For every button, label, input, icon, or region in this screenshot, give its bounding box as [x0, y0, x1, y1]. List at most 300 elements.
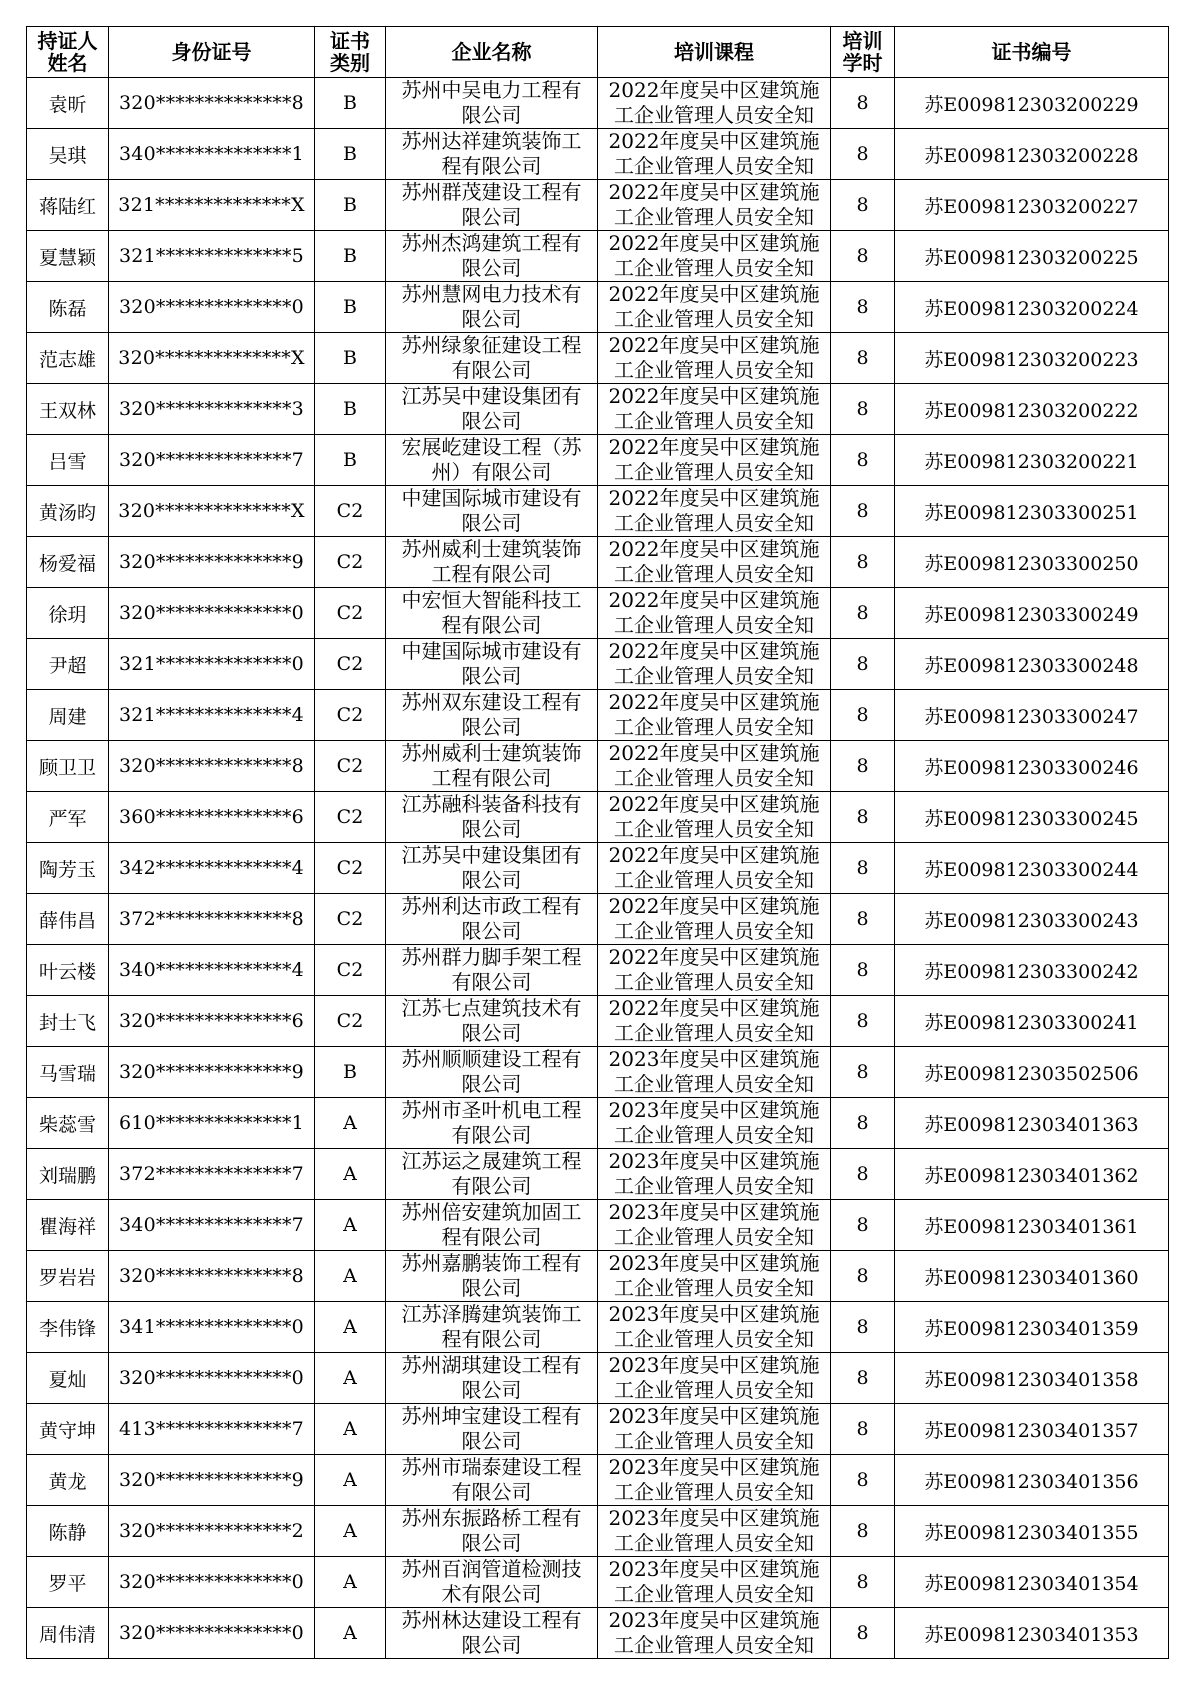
header-holder-name: [27, 27, 109, 78]
table-row: [27, 639, 1169, 690]
company-name-cell-text: 苏州绿象征建设工程有限公司: [401, 333, 582, 382]
table-row: [27, 1200, 1169, 1251]
training-hours-cell: 8: [831, 78, 895, 129]
company-name-cell-text: 江苏七点建筑技术有限公司: [401, 996, 582, 1045]
training-course-cell-text: 2022年度吴中区建筑施工企业管理人员安全知: [608, 945, 820, 994]
company-name-cell-text: 苏州湖琪建设工程有限公司: [401, 1353, 582, 1402]
training-course-cell: [598, 537, 831, 588]
id-number-cell: 372**************7: [109, 1149, 315, 1200]
company-name-cell-text: 江苏运之晟建筑工程有限公司: [401, 1149, 582, 1198]
company-name-cell: [386, 741, 598, 792]
training-hours-cell: 8: [831, 282, 895, 333]
company-name-cell: [386, 1455, 598, 1506]
company-name-cell-text: 苏州市瑞泰建设工程有限公司: [401, 1455, 582, 1504]
cert-number-cell: 苏E009812303300243: [895, 894, 1169, 945]
certificate-table: [26, 26, 1169, 1659]
training-course-cell-text: 2023年度吴中区建筑施工企业管理人员安全知: [608, 1302, 820, 1351]
id-number-cell: 320**************6: [109, 996, 315, 1047]
table-row: [27, 1047, 1169, 1098]
cert-number-cell: 苏E009812303200228: [895, 129, 1169, 180]
training-course-cell-text: 2022年度吴中区建筑施工企业管理人员安全知: [608, 486, 820, 535]
training-course-cell-text: 2022年度吴中区建筑施工企业管理人员安全知: [608, 282, 820, 331]
id-number-cell: 340**************4: [109, 945, 315, 996]
training-course-cell-text: 2022年度吴中区建筑施工企业管理人员安全知: [608, 333, 820, 382]
training-hours-cell: 8: [831, 1251, 895, 1302]
training-course-cell-text: 2022年度吴中区建筑施工企业管理人员安全知: [608, 996, 820, 1045]
training-course-cell-text: 2022年度吴中区建筑施工企业管理人员安全知: [608, 741, 820, 790]
company-name-cell-text: 苏州双东建设工程有限公司: [401, 690, 582, 739]
training-hours-cell: 8: [831, 486, 895, 537]
training-hours-cell: 8: [831, 588, 895, 639]
table-row: [27, 690, 1169, 741]
id-number-cell: 321**************5: [109, 231, 315, 282]
header-row: [27, 27, 1169, 78]
training-course-cell-text: 2023年度吴中区建筑施工企业管理人员安全知: [608, 1251, 820, 1300]
training-hours-cell: 8: [831, 435, 895, 486]
table-row: [27, 1404, 1169, 1455]
training-course-cell-text: 2023年度吴中区建筑施工企业管理人员安全知: [608, 1455, 820, 1504]
table-row: [27, 1455, 1169, 1506]
id-number-cell: 320**************8: [109, 78, 315, 129]
training-course-cell: [598, 894, 831, 945]
company-name-cell-text: 苏州倍安建筑加固工程有限公司: [401, 1200, 582, 1249]
training-hours-cell: 8: [831, 231, 895, 282]
training-course-cell-text: 2023年度吴中区建筑施工企业管理人员安全知: [608, 1404, 820, 1453]
training-course-cell: [598, 792, 831, 843]
table-row: [27, 282, 1169, 333]
training-hours-cell: 8: [831, 1098, 895, 1149]
id-number-cell: 321**************4: [109, 690, 315, 741]
holder-name-cell: 封士飞: [27, 996, 109, 1047]
training-course-cell-text: 2023年度吴中区建筑施工企业管理人员安全知: [608, 1608, 820, 1657]
holder-name-cell: 袁昕: [27, 78, 109, 129]
company-name-cell-text: 苏州嘉鹏装饰工程有限公司: [401, 1251, 582, 1300]
cert-category-cell: C2: [315, 639, 386, 690]
cert-category-cell: A: [315, 1404, 386, 1455]
holder-name-cell: 马雪瑞: [27, 1047, 109, 1098]
cert-number-cell: 苏E009812303401361: [895, 1200, 1169, 1251]
cert-category-cell: B: [315, 282, 386, 333]
company-name-cell-text: 苏州群力脚手架工程有限公司: [401, 945, 582, 994]
company-name-cell-text: 苏州利达市政工程有限公司: [401, 894, 582, 943]
training-course-cell-text: 2022年度吴中区建筑施工企业管理人员安全知: [608, 588, 820, 637]
company-name-cell: [386, 1353, 598, 1404]
table-row: [27, 1608, 1169, 1659]
company-name-cell-text: 苏州威利士建筑装饰工程有限公司: [401, 741, 582, 790]
company-name-cell: [386, 282, 598, 333]
holder-name-cell: 柴蕊雪: [27, 1098, 109, 1149]
training-course-cell: [598, 486, 831, 537]
table-row: [27, 1302, 1169, 1353]
id-number-cell: 372**************8: [109, 894, 315, 945]
cert-category-cell: A: [315, 1353, 386, 1404]
holder-name-cell: 薛伟昌: [27, 894, 109, 945]
cert-category-cell: C2: [315, 894, 386, 945]
cert-number-cell: 苏E009812303401358: [895, 1353, 1169, 1404]
company-name-cell: [386, 1098, 598, 1149]
training-course-cell: [598, 1047, 831, 1098]
id-number-cell: 340**************1: [109, 129, 315, 180]
training-course-cell: [598, 690, 831, 741]
holder-name-cell: 夏灿: [27, 1353, 109, 1404]
cert-number-cell: 苏E009812303300249: [895, 588, 1169, 639]
cert-category-cell: C2: [315, 996, 386, 1047]
training-hours-cell: 8: [831, 333, 895, 384]
header-training-hours-line1: 培训: [842, 29, 883, 53]
holder-name-cell: 蒋陆红: [27, 180, 109, 231]
cert-number-cell: 苏E009812303300250: [895, 537, 1169, 588]
cert-number-cell: 苏E009812303200227: [895, 180, 1169, 231]
cert-number-cell: 苏E009812303200225: [895, 231, 1169, 282]
header-id-number: 身份证号: [109, 27, 315, 78]
cert-number-cell: 苏E009812303502506: [895, 1047, 1169, 1098]
id-number-cell: 320**************2: [109, 1506, 315, 1557]
training-course-cell-text: 2022年度吴中区建筑施工企业管理人员安全知: [608, 129, 820, 178]
training-course-cell-text: 2022年度吴中区建筑施工企业管理人员安全知: [608, 690, 820, 739]
training-hours-cell: 8: [831, 1506, 895, 1557]
holder-name-cell: 吕雪: [27, 435, 109, 486]
cert-number-cell: 苏E009812303200229: [895, 78, 1169, 129]
holder-name-cell: 刘瑞鹏: [27, 1149, 109, 1200]
holder-name-cell: 黄守坤: [27, 1404, 109, 1455]
cert-number-cell: 苏E009812303401356: [895, 1455, 1169, 1506]
training-hours-cell: 8: [831, 945, 895, 996]
id-number-cell: 320**************0: [109, 1353, 315, 1404]
cert-category-cell: A: [315, 1506, 386, 1557]
header-training-hours: [831, 27, 895, 78]
cert-category-cell: B: [315, 78, 386, 129]
cert-category-cell: A: [315, 1251, 386, 1302]
cert-category-cell: C2: [315, 945, 386, 996]
holder-name-cell: 范志雄: [27, 333, 109, 384]
cert-category-cell: A: [315, 1302, 386, 1353]
holder-name-cell: 黄龙: [27, 1455, 109, 1506]
training-course-cell: [598, 231, 831, 282]
cert-category-cell: A: [315, 1608, 386, 1659]
training-hours-cell: 8: [831, 996, 895, 1047]
table-body: [27, 78, 1169, 1659]
cert-category-cell: C2: [315, 486, 386, 537]
training-course-cell-text: 2023年度吴中区建筑施工企业管理人员安全知: [608, 1353, 820, 1402]
training-hours-cell: 8: [831, 894, 895, 945]
training-course-cell: [598, 282, 831, 333]
cert-category-cell: B: [315, 231, 386, 282]
cert-number-cell: 苏E009812303300244: [895, 843, 1169, 894]
company-name-cell-text: 苏州百润管道检测技术有限公司: [401, 1557, 582, 1606]
training-course-cell: [598, 1608, 831, 1659]
header-cert-category-line1: 证书: [330, 29, 370, 53]
company-name-cell: [386, 1200, 598, 1251]
training-course-cell-text: 2023年度吴中区建筑施工企业管理人员安全知: [608, 1047, 820, 1096]
id-number-cell: 320**************7: [109, 435, 315, 486]
training-course-cell: [598, 129, 831, 180]
cert-category-cell: B: [315, 333, 386, 384]
company-name-cell: [386, 129, 598, 180]
training-course-cell-text: 2023年度吴中区建筑施工企业管理人员安全知: [608, 1098, 820, 1147]
company-name-cell: [386, 1251, 598, 1302]
training-course-cell-text: 2022年度吴中区建筑施工企业管理人员安全知: [608, 843, 820, 892]
training-course-cell: [598, 945, 831, 996]
cert-number-cell: 苏E009812303200224: [895, 282, 1169, 333]
company-name-cell: [386, 435, 598, 486]
cert-number-cell: 苏E009812303200223: [895, 333, 1169, 384]
holder-name-cell: 夏慧颖: [27, 231, 109, 282]
company-name-cell-text: 江苏吴中建设集团有限公司: [401, 843, 582, 892]
company-name-cell-text: 中建国际城市建设有限公司: [401, 639, 582, 688]
header-holder-name-line1: 持证人: [37, 29, 98, 53]
training-course-cell: [598, 1404, 831, 1455]
cert-number-cell: 苏E009812303300245: [895, 792, 1169, 843]
cert-category-cell: B: [315, 384, 386, 435]
cert-number-cell: 苏E009812303200222: [895, 384, 1169, 435]
training-hours-cell: 8: [831, 180, 895, 231]
training-course-cell: [598, 1302, 831, 1353]
id-number-cell: 321**************0: [109, 639, 315, 690]
table-row: [27, 843, 1169, 894]
training-hours-cell: 8: [831, 741, 895, 792]
training-course-cell-text: 2022年度吴中区建筑施工企业管理人员安全知: [608, 231, 820, 280]
cert-category-cell: C2: [315, 690, 386, 741]
id-number-cell: 320**************X: [109, 333, 315, 384]
cert-number-cell: 苏E009812303401353: [895, 1608, 1169, 1659]
holder-name-cell: 尹超: [27, 639, 109, 690]
cert-category-cell: A: [315, 1149, 386, 1200]
company-name-cell: [386, 486, 598, 537]
company-name-cell-text: 江苏吴中建设集团有限公司: [401, 384, 582, 433]
id-number-cell: 320**************8: [109, 741, 315, 792]
cert-number-cell: 苏E009812303401360: [895, 1251, 1169, 1302]
header-training-course: 培训课程: [598, 27, 831, 78]
table-row: [27, 996, 1169, 1047]
training-course-cell-text: 2022年度吴中区建筑施工企业管理人员安全知: [608, 792, 820, 841]
id-number-cell: 320**************9: [109, 1455, 315, 1506]
cert-category-cell: C2: [315, 792, 386, 843]
table-row: [27, 894, 1169, 945]
cert-number-cell: 苏E009812303401362: [895, 1149, 1169, 1200]
training-course-cell: [598, 639, 831, 690]
header-company-name: 企业名称: [386, 27, 598, 78]
company-name-cell: [386, 690, 598, 741]
holder-name-cell: 王双林: [27, 384, 109, 435]
cert-category-cell: C2: [315, 537, 386, 588]
cert-number-cell: 苏E009812303401354: [895, 1557, 1169, 1608]
company-name-cell: [386, 843, 598, 894]
company-name-cell: [386, 1302, 598, 1353]
table-row: [27, 1098, 1169, 1149]
training-course-cell: [598, 78, 831, 129]
company-name-cell: [386, 1506, 598, 1557]
company-name-cell: [386, 588, 598, 639]
company-name-cell-text: 苏州顺顺建设工程有限公司: [401, 1047, 582, 1096]
training-hours-cell: 8: [831, 384, 895, 435]
company-name-cell-text: 宏展屹建设工程（苏州）有限公司: [401, 435, 582, 484]
cert-number-cell: 苏E009812303300251: [895, 486, 1169, 537]
training-hours-cell: 8: [831, 792, 895, 843]
training-course-cell: [598, 384, 831, 435]
training-course-cell-text: 2022年度吴中区建筑施工企业管理人员安全知: [608, 537, 820, 586]
training-course-cell: [598, 1353, 831, 1404]
holder-name-cell: 陈磊: [27, 282, 109, 333]
table-row: [27, 1353, 1169, 1404]
table-row: [27, 486, 1169, 537]
table-row: [27, 588, 1169, 639]
company-name-cell: [386, 537, 598, 588]
company-name-cell: [386, 180, 598, 231]
training-course-cell: [598, 333, 831, 384]
table-row: [27, 435, 1169, 486]
cert-category-cell: C2: [315, 588, 386, 639]
company-name-cell-text: 中建国际城市建设有限公司: [401, 486, 582, 535]
company-name-cell: [386, 231, 598, 282]
company-name-cell-text: 苏州群茂建设工程有限公司: [401, 180, 582, 229]
holder-name-cell: 瞿海祥: [27, 1200, 109, 1251]
company-name-cell: [386, 1608, 598, 1659]
company-name-cell: [386, 996, 598, 1047]
training-hours-cell: 8: [831, 129, 895, 180]
training-course-cell: [598, 1455, 831, 1506]
company-name-cell-text: 江苏融科装备科技有限公司: [401, 792, 582, 841]
cert-category-cell: A: [315, 1200, 386, 1251]
company-name-cell-text: 江苏泽腾建筑装饰工程有限公司: [401, 1302, 582, 1351]
cert-category-cell: A: [315, 1098, 386, 1149]
header-cert-category-line2: 类别: [330, 51, 370, 75]
company-name-cell-text: 苏州威利士建筑装饰工程有限公司: [401, 537, 582, 586]
company-name-cell: [386, 78, 598, 129]
cert-category-cell: B: [315, 435, 386, 486]
id-number-cell: 342**************4: [109, 843, 315, 894]
training-hours-cell: 8: [831, 639, 895, 690]
cert-category-cell: C2: [315, 843, 386, 894]
holder-name-cell: 徐玥: [27, 588, 109, 639]
company-name-cell-text: 苏州林达建设工程有限公司: [401, 1608, 582, 1657]
company-name-cell: [386, 1557, 598, 1608]
training-hours-cell: 8: [831, 1302, 895, 1353]
id-number-cell: 320**************9: [109, 1047, 315, 1098]
training-course-cell: [598, 588, 831, 639]
company-name-cell: [386, 333, 598, 384]
training-course-cell: [598, 180, 831, 231]
cert-category-cell: B: [315, 180, 386, 231]
training-course-cell: [598, 996, 831, 1047]
id-number-cell: 340**************7: [109, 1200, 315, 1251]
table-row: [27, 231, 1169, 282]
header-holder-name-line2: 姓名: [47, 51, 88, 75]
training-hours-cell: 8: [831, 1047, 895, 1098]
training-hours-cell: 8: [831, 1455, 895, 1506]
training-course-cell-text: 2022年度吴中区建筑施工企业管理人员安全知: [608, 384, 820, 433]
training-course-cell: [598, 1149, 831, 1200]
cert-number-cell: 苏E009812303200221: [895, 435, 1169, 486]
company-name-cell-text: 苏州东振路桥工程有限公司: [401, 1506, 582, 1555]
holder-name-cell: 周建: [27, 690, 109, 741]
company-name-cell: [386, 639, 598, 690]
holder-name-cell: 黄汤昀: [27, 486, 109, 537]
table-row: [27, 945, 1169, 996]
holder-name-cell: 杨爱福: [27, 537, 109, 588]
training-course-cell-text: 2023年度吴中区建筑施工企业管理人员安全知: [608, 1557, 820, 1606]
header-cert-category: [315, 27, 386, 78]
id-number-cell: 610**************1: [109, 1098, 315, 1149]
cert-category-cell: B: [315, 1047, 386, 1098]
cert-number-cell: 苏E009812303300241: [895, 996, 1169, 1047]
training-course-cell-text: 2022年度吴中区建筑施工企业管理人员安全知: [608, 78, 820, 127]
company-name-cell-text: 苏州达祥建筑装饰工程有限公司: [401, 129, 582, 178]
id-number-cell: 320**************0: [109, 588, 315, 639]
training-hours-cell: 8: [831, 1404, 895, 1455]
id-number-cell: 320**************X: [109, 486, 315, 537]
company-name-cell: [386, 894, 598, 945]
training-course-cell-text: 2022年度吴中区建筑施工企业管理人员安全知: [608, 180, 820, 229]
training-course-cell-text: 2023年度吴中区建筑施工企业管理人员安全知: [608, 1149, 820, 1198]
training-course-cell: [598, 1200, 831, 1251]
training-course-cell: [598, 1098, 831, 1149]
table-row: [27, 537, 1169, 588]
training-course-cell: [598, 741, 831, 792]
table-row: [27, 741, 1169, 792]
cert-category-cell: A: [315, 1455, 386, 1506]
table-row: [27, 1557, 1169, 1608]
holder-name-cell: 陈静: [27, 1506, 109, 1557]
training-course-cell: [598, 1251, 831, 1302]
cert-number-cell: 苏E009812303401359: [895, 1302, 1169, 1353]
table-row: [27, 129, 1169, 180]
training-hours-cell: 8: [831, 537, 895, 588]
training-course-cell: [598, 435, 831, 486]
id-number-cell: 320**************0: [109, 282, 315, 333]
table-row: [27, 792, 1169, 843]
id-number-cell: 320**************8: [109, 1251, 315, 1302]
cert-category-cell: C2: [315, 741, 386, 792]
cert-number-cell: 苏E009812303401355: [895, 1506, 1169, 1557]
company-name-cell: [386, 792, 598, 843]
training-course-cell-text: 2022年度吴中区建筑施工企业管理人员安全知: [608, 639, 820, 688]
company-name-cell: [386, 1047, 598, 1098]
id-number-cell: 320**************9: [109, 537, 315, 588]
id-number-cell: 341**************0: [109, 1302, 315, 1353]
holder-name-cell: 吴琪: [27, 129, 109, 180]
holder-name-cell: 叶云楼: [27, 945, 109, 996]
training-hours-cell: 8: [831, 1608, 895, 1659]
training-hours-cell: 8: [831, 1353, 895, 1404]
header-cert-number: 证书编号: [895, 27, 1169, 78]
company-name-cell: [386, 1149, 598, 1200]
company-name-cell-text: 苏州市圣叶机电工程有限公司: [401, 1098, 582, 1147]
training-course-cell: [598, 1506, 831, 1557]
company-name-cell: [386, 1404, 598, 1455]
cert-number-cell: 苏E009812303300248: [895, 639, 1169, 690]
training-course-cell-text: 2022年度吴中区建筑施工企业管理人员安全知: [608, 894, 820, 943]
holder-name-cell: 李伟锋: [27, 1302, 109, 1353]
company-name-cell-text: 苏州杰鸿建筑工程有限公司: [401, 231, 582, 280]
holder-name-cell: 顾卫卫: [27, 741, 109, 792]
company-name-cell-text: 中宏恒大智能科技工程有限公司: [401, 588, 582, 637]
id-number-cell: 320**************0: [109, 1557, 315, 1608]
cert-category-cell: A: [315, 1557, 386, 1608]
cert-number-cell: 苏E009812303300242: [895, 945, 1169, 996]
company-name-cell-text: 苏州坤宝建设工程有限公司: [401, 1404, 582, 1453]
training-hours-cell: 8: [831, 690, 895, 741]
table-row: [27, 1149, 1169, 1200]
table-row: [27, 180, 1169, 231]
training-course-cell: [598, 843, 831, 894]
cert-number-cell: 苏E009812303401357: [895, 1404, 1169, 1455]
company-name-cell: [386, 945, 598, 996]
table-row: [27, 333, 1169, 384]
id-number-cell: 413**************7: [109, 1404, 315, 1455]
holder-name-cell: 陶芳玉: [27, 843, 109, 894]
training-hours-cell: 8: [831, 1557, 895, 1608]
training-course-cell-text: 2022年度吴中区建筑施工企业管理人员安全知: [608, 435, 820, 484]
